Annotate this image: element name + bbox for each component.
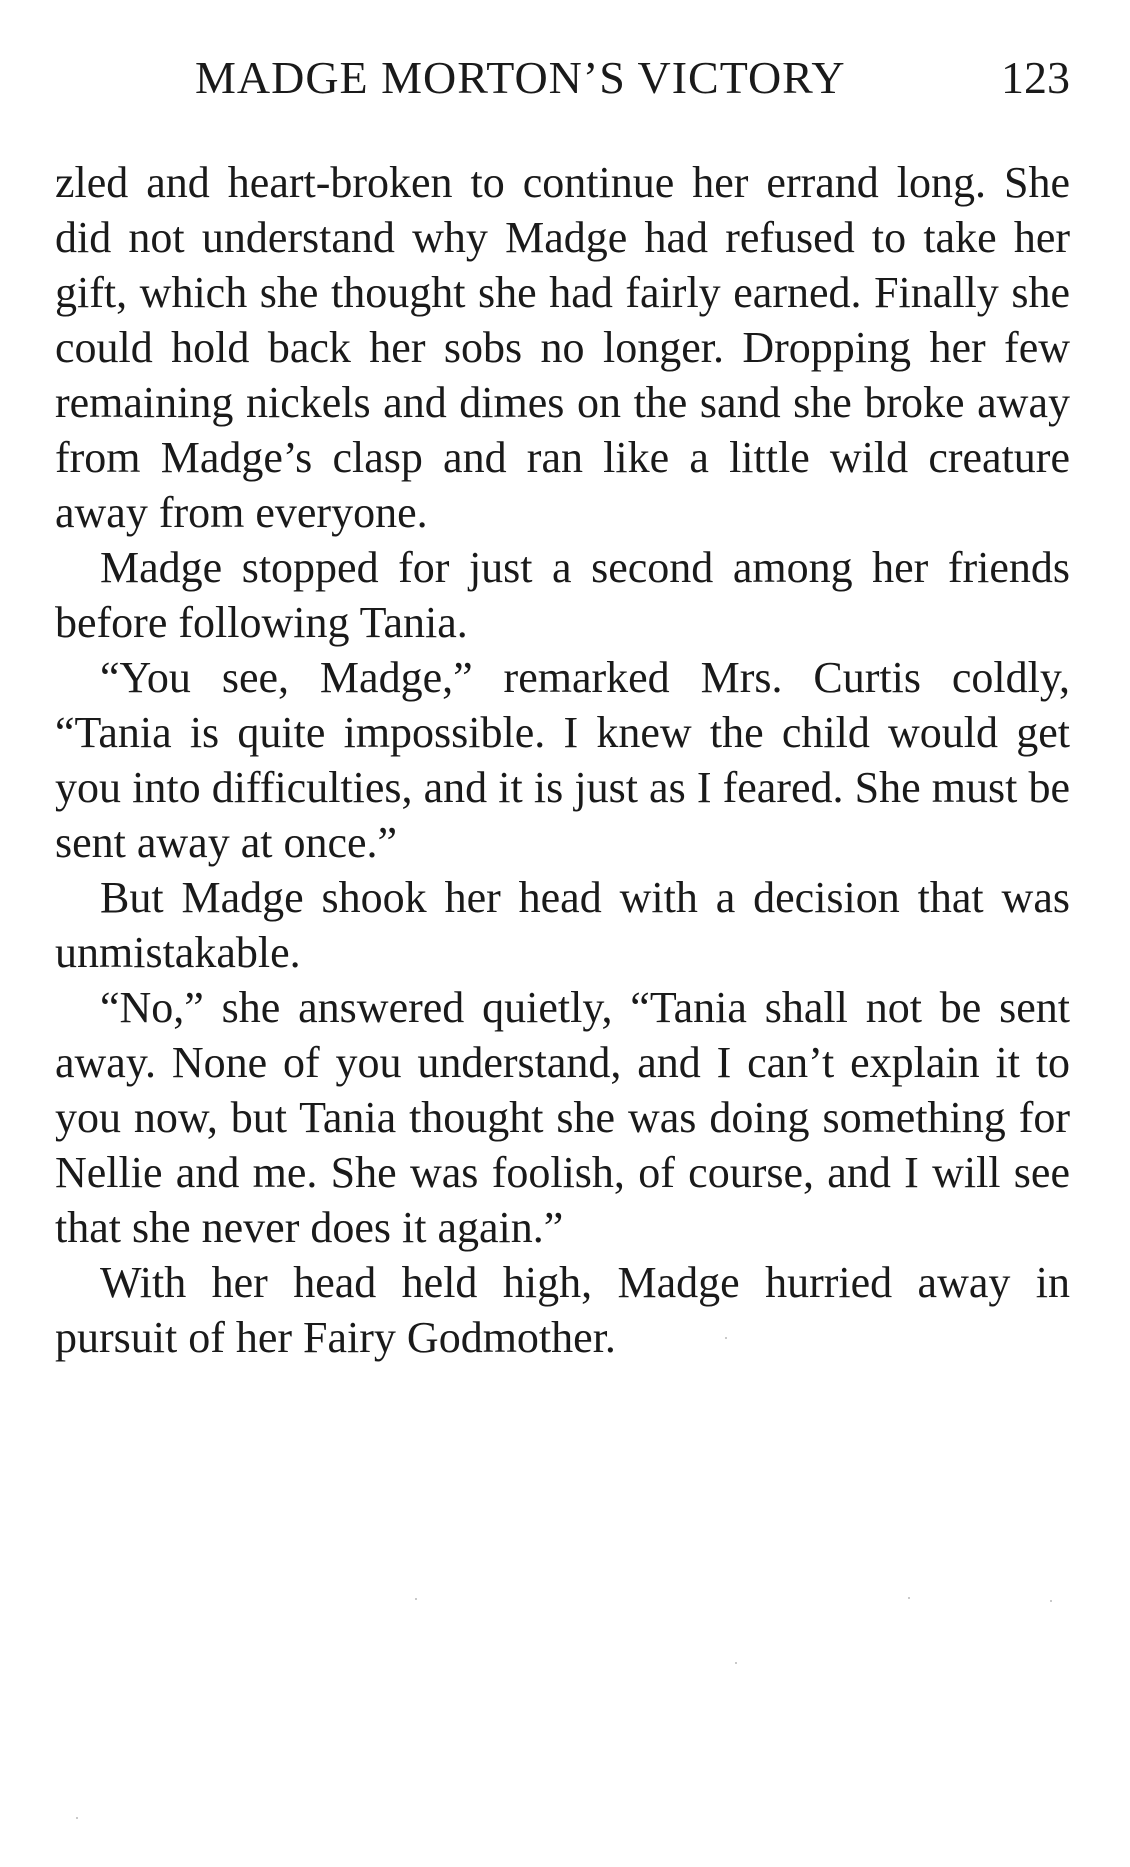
paragraph: “No,” she answered quietly, “Tania shall not be sent away. None of you understand, and I can’t explain it to you now, but Tania thought she was doing something for Nellie and me. She was foolish, of course, and I will see that she never does it again.”	[55, 983, 1070, 1252]
paper-speck	[76, 1817, 78, 1819]
paragraph: “You see, Madge,” remarked Mrs. Curtis coldly, “Tania is quite impossible. I knew the child would get you into difficulties, and it is just as I feared. She must be sent away at once.”	[55, 653, 1070, 867]
page-number: 123	[1001, 52, 1070, 103]
running-title: MADGE MORTON’S VICTORY	[195, 52, 846, 103]
text-body	[55, 155, 1070, 1365]
paragraph: With her head held high, Madge hurried away in pursuit of her Fairy Godmother.	[55, 1258, 1070, 1362]
paper-speck	[908, 1597, 910, 1599]
running-head	[55, 48, 1070, 108]
paragraph-continuation: zled and heart-broken to continue her errand long. She did not understand why Madge had refused to take her gift, which she thought she had fairly earned. Finally she could hold back her sobs no longer. Dropping her few remaining nickels and dimes on the sand she broke away from Madge’s clasp and ran like a little wild creature away from everyone.	[55, 158, 1070, 537]
paragraph: Madge stopped for just a second among her friends before following Tania.	[55, 543, 1070, 647]
paragraph: But Madge shook her head with a decision that was unmistakable.	[55, 873, 1070, 977]
paper-speck	[415, 1598, 417, 1600]
paper-speck	[735, 1662, 737, 1664]
paper-speck	[1050, 1600, 1052, 1602]
paper-speck	[725, 1337, 727, 1339]
